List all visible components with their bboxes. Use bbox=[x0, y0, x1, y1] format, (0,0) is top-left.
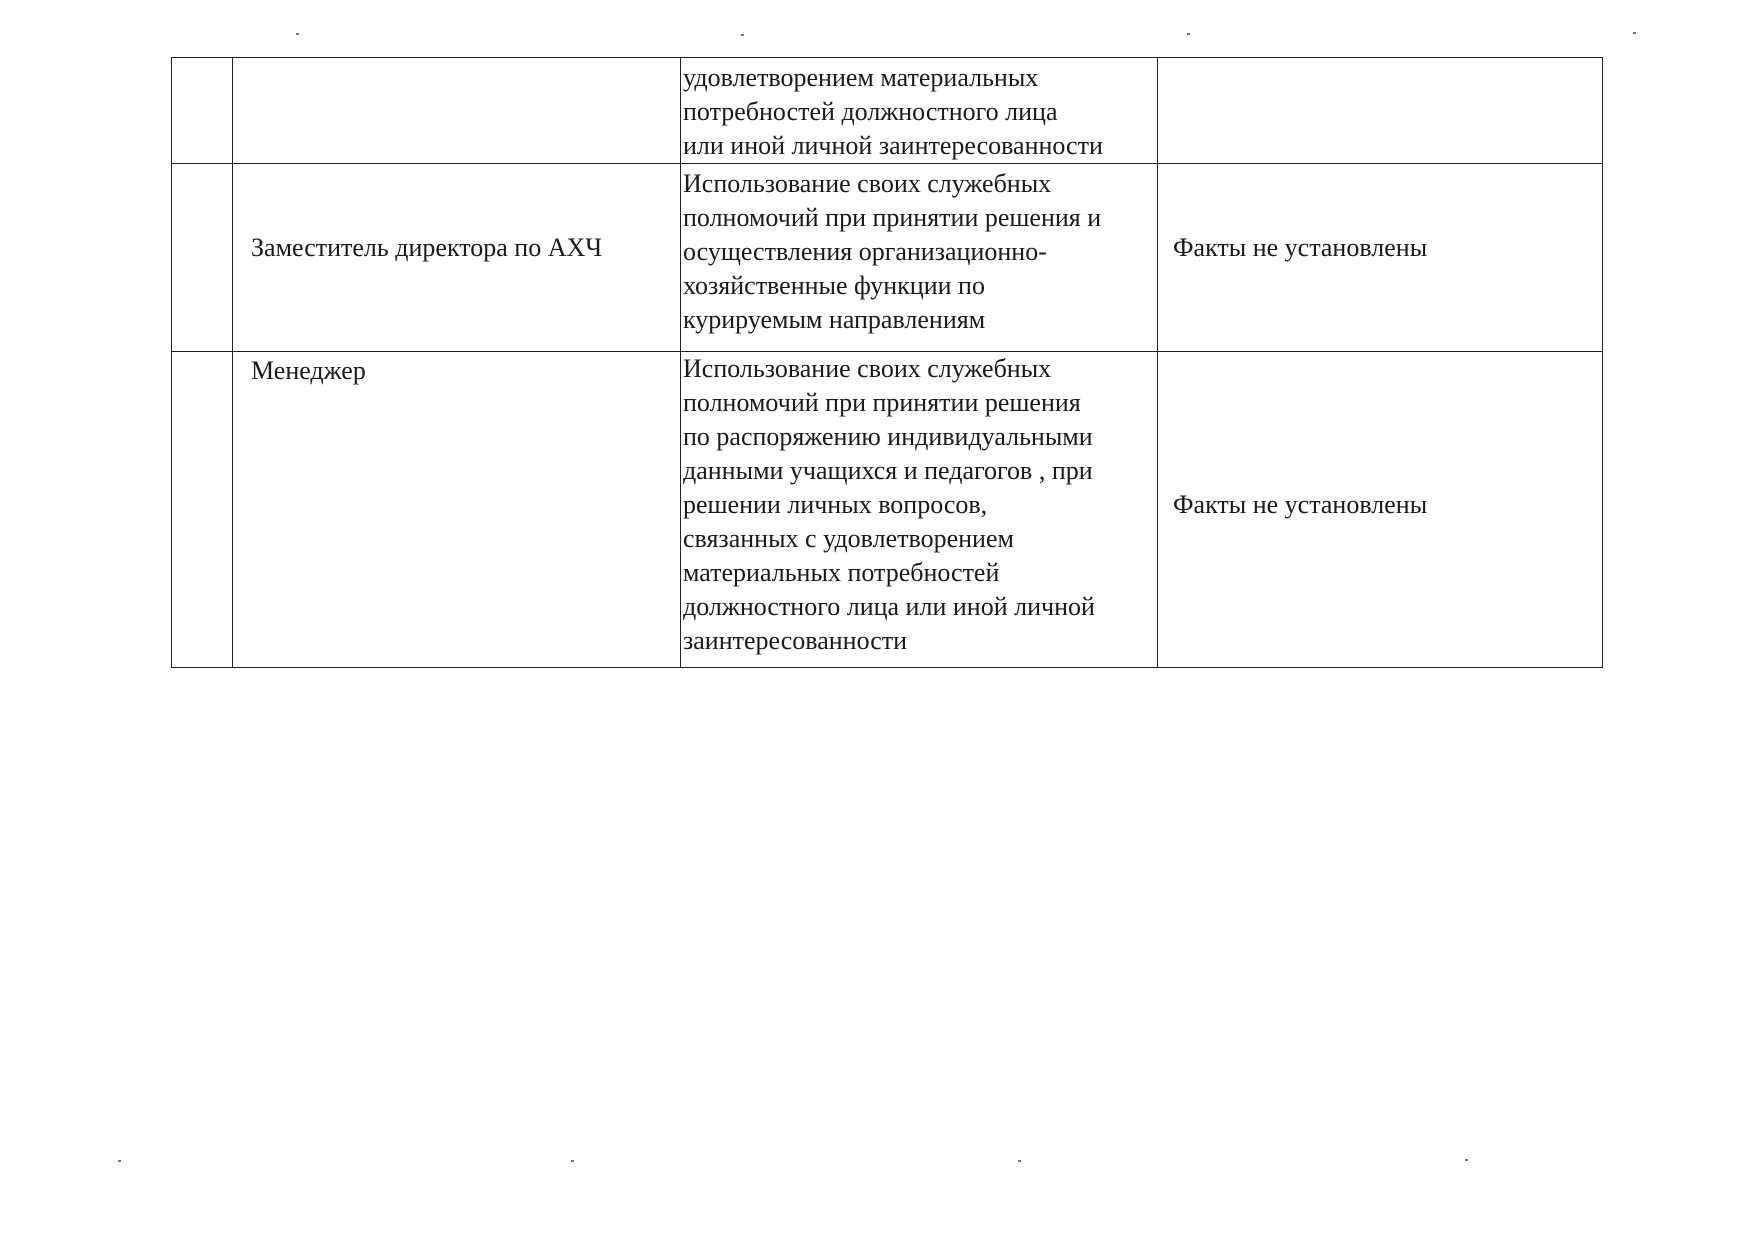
function-text-line: полномочий при принятии решения и bbox=[683, 203, 1102, 232]
function-text-line: материальных потребностей bbox=[683, 558, 1000, 587]
table-row bbox=[172, 352, 1603, 668]
position-cell bbox=[233, 58, 681, 164]
row-number-cell bbox=[172, 58, 233, 164]
scan-speck bbox=[571, 1160, 574, 1162]
function-cell bbox=[681, 164, 1158, 352]
function-text-line: хозяйственные функции по bbox=[683, 271, 985, 300]
function-text-line: по распоряжению индивидуальными bbox=[683, 422, 1093, 451]
function-text-line: полномочий при принятии решения bbox=[683, 388, 1081, 417]
function-text-line: связанных с удовлетворением bbox=[683, 524, 1014, 553]
function-text-line: Использование своих служебных bbox=[683, 354, 1052, 383]
function-text-line: решении личных вопросов, bbox=[683, 490, 988, 519]
scan-speck bbox=[118, 1160, 121, 1162]
function-text-line: должностного лица или иной личной bbox=[683, 592, 1095, 621]
function-text-line: данными учащихся и педагогов , при bbox=[683, 456, 1093, 485]
function-text-line: курируемым направлениям bbox=[683, 305, 986, 334]
scan-speck bbox=[296, 33, 299, 35]
facts-cell: Факты не установлены bbox=[1158, 352, 1603, 668]
table-row bbox=[172, 164, 1603, 352]
facts-cell: Факты не установлены bbox=[1158, 164, 1603, 352]
scan-speck bbox=[1465, 1159, 1468, 1161]
scan-speck bbox=[1187, 33, 1190, 35]
function-text-line: потребностей должностного лица bbox=[683, 97, 1058, 126]
scan-speck bbox=[741, 34, 744, 36]
position-cell: Менеджер bbox=[233, 352, 681, 668]
row-number-cell bbox=[172, 352, 233, 668]
function-cell bbox=[681, 58, 1158, 164]
function-cell bbox=[681, 352, 1158, 668]
function-text-line: или иной личной заинтересованности bbox=[683, 131, 1103, 160]
scan-speck bbox=[1633, 32, 1636, 34]
row-number-cell bbox=[172, 164, 233, 352]
function-text-line: осуществления организационно- bbox=[683, 237, 1047, 266]
facts-cell bbox=[1158, 58, 1603, 164]
table-row bbox=[172, 58, 1603, 164]
function-text-line: Использование своих служебных bbox=[683, 169, 1052, 198]
function-text-line: удовлетворением материальных bbox=[683, 63, 1039, 92]
position-cell: Заместитель директора по АХЧ bbox=[233, 164, 681, 352]
scan-speck bbox=[1018, 1160, 1021, 1162]
corruption-risk-table bbox=[171, 57, 1603, 668]
function-text-line: заинтересованности bbox=[683, 626, 908, 655]
